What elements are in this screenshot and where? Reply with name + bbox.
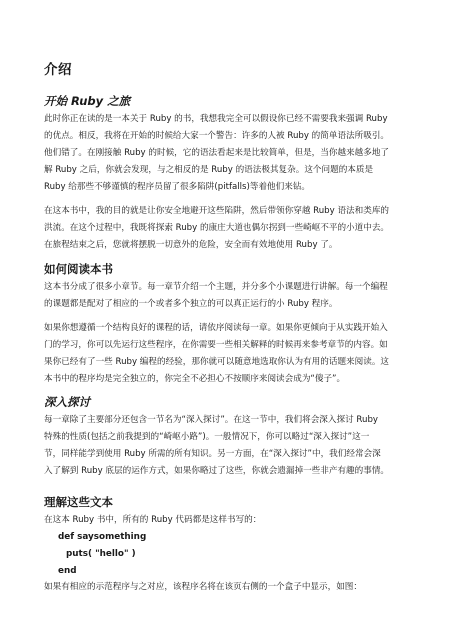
paragraph-understanding-1: 在这本 Ruby 书中，所有的 Ruby 代码都是这样书写的： bbox=[44, 515, 262, 525]
text-line: 洪流。在这个过程中，我既将探索 Ruby 的康庄大道也偶尔拐到一些崎岖不平的小道中去。 bbox=[44, 223, 390, 233]
code-line-end: end bbox=[58, 566, 77, 576]
text-line: 这本书分成了很多小章节。每一章节介绍一个主题，并分多个小课题进行讲解。每一个编程 bbox=[44, 282, 388, 292]
text-line: 解 Ruby 之后，你就会发现，与之相反的是 Ruby 的语法极其复杂。这个问题的本质是 bbox=[44, 165, 374, 175]
code-line-puts: puts( "hello" ) bbox=[66, 549, 136, 559]
text-line: 每一章除了主要部分还包含一节名为“深入探讨”。在这一节中，我们将会深入探讨 Ruby bbox=[44, 415, 378, 425]
text-line: 的课题都是配对了相应的一个或者多个独立的可以真正运行的小 Ruby 程序。 bbox=[44, 299, 338, 309]
text-line: 他们错了。在刚接触 Ruby 的时候，它的语法看起来是比较简单，但是，当你越来越多地了 bbox=[44, 148, 390, 158]
text-line: Ruby 给那些不够谨慎的程序员留了很多陷阱(pitfalls)等着他们来钻。 bbox=[44, 182, 311, 192]
text-line: 特殊的性质(包括之前我提到的“崎岖小路”)。一般情况下，你可以略过“深入探讨”这一 bbox=[44, 432, 370, 442]
section-heading-understanding-text: 理解这些文本 bbox=[44, 495, 113, 509]
paragraph-understanding-2: 如果有相应的示范程序与之对应，该程序名将在该页右侧的一个盒子中显示，如图： bbox=[44, 582, 362, 592]
page-title: 介绍 bbox=[44, 62, 72, 78]
paragraph-intro-2 bbox=[44, 203, 416, 254]
text-line: 如果你想遵循一个结构良好的课程的话，请依序阅读每一章。如果你更倾向于从实践开始入 bbox=[44, 323, 388, 333]
paragraph-how-to-read-2 bbox=[44, 320, 416, 388]
section-heading-getting-started: 开始 Ruby 之旅 bbox=[44, 94, 131, 108]
text-line: 入了解到 Ruby 底层的运作方式，如果你略过了这些，你就会遗漏掉一些非产有趣的事情。 bbox=[44, 466, 390, 476]
text-line: 在这本书中，我的目的就是让你安全地避开这些陷阱，然后带领你穿越 Ruby 语法和类库的 bbox=[44, 206, 390, 216]
text-line: 在旅程结束之后，您就将摆脱一切意外的危险，安全而有效地使用 Ruby 了。 bbox=[44, 240, 338, 250]
text-line: 的优点。相反，我将在开始的时候给大家一个警告：许多的人被 Ruby 的简单语法所吸引。 bbox=[44, 131, 390, 141]
paragraph-intro-1 bbox=[44, 111, 416, 196]
text-line: 节，同样能学到使用 Ruby 所需的所有知识。另一方面，在“深入探讨”中，我们经常会深 bbox=[44, 449, 381, 459]
paragraph-how-to-read-1 bbox=[44, 279, 416, 313]
paragraph-digging-deeper bbox=[44, 412, 416, 480]
text-line: 果你已经有了一些 Ruby 编程的经验，那你就可以随意地选取你认为有用的话题来阅读。这 bbox=[44, 357, 390, 367]
section-heading-how-to-read: 如何阅读本书 bbox=[44, 262, 113, 276]
section-heading-digging-deeper: 深入探讨 bbox=[44, 395, 90, 409]
text-line: 门的学习，你可以先运行这些程序，在你需要一些相关解释的时候再来参考章节的内容。如 bbox=[44, 340, 388, 350]
code-line-def: def saysomething bbox=[58, 532, 147, 542]
text-line: 本书中的程序均是完全独立的，你完全不必担心不按顺序来阅读会成为“傻子”。 bbox=[44, 374, 346, 384]
text-line: 此时你正在读的是一本关于 Ruby 的书，我想我完全可以假设你已经不需要我来强调 Ruby bbox=[44, 114, 388, 124]
